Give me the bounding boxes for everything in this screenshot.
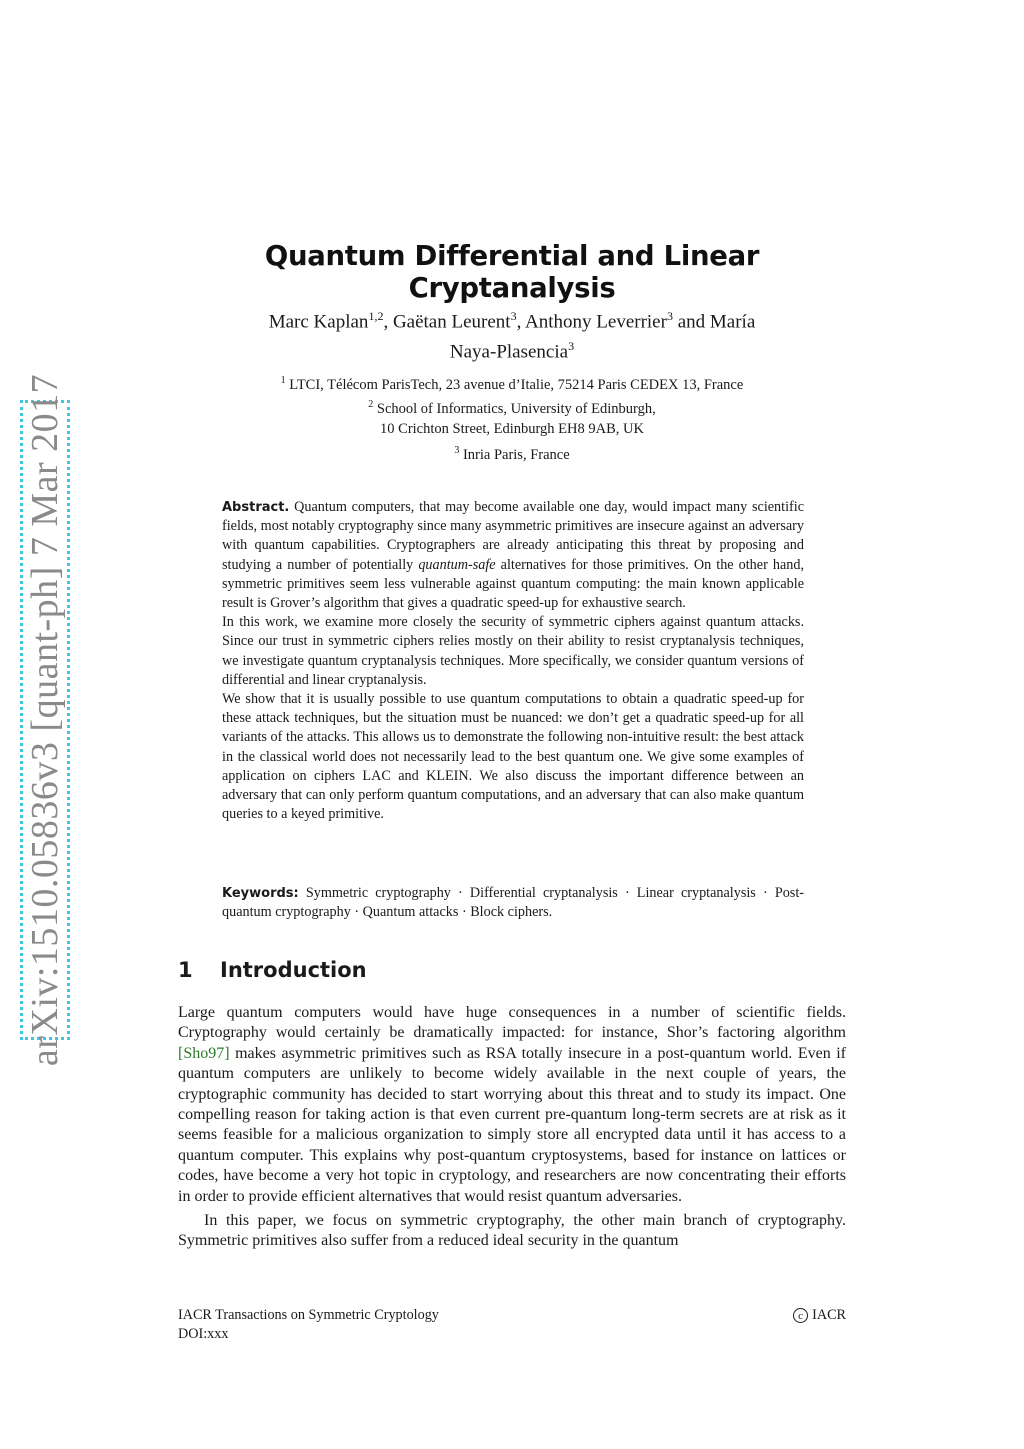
affiliation-line bbox=[170, 395, 854, 419]
abstract-text: alternatives for those primitives. On the other hand, symmetric primitives seem less vulnerable against quantum computing: the main known applicable result is Grover’s algorithm that gives a quadratic speed-up for exhaustive search. bbox=[222, 556, 804, 612]
author-name: Gaëtan Leurent bbox=[392, 311, 511, 333]
affiliation-mark: 1 bbox=[280, 375, 286, 386]
author-affiliation-mark: 1,2 bbox=[368, 309, 384, 323]
affiliation-list bbox=[170, 371, 854, 464]
author-name: Naya-Plasencia bbox=[449, 341, 569, 363]
abstract-text: Quantum computers, that may become available one day, would impact many scientific fields, most notably cryptography since many asymmetric primitives are insecure against an adversary with quantum capabilities. Cryptographers are already anticipating this threat by proposing and studying a number of potentially bbox=[222, 499, 804, 573]
copyright-icon: c bbox=[793, 1308, 808, 1323]
abstract-label: Abstract. bbox=[222, 500, 290, 515]
author-affiliation-mark: 3 bbox=[568, 339, 575, 354]
introduction-body bbox=[178, 1003, 846, 1252]
section-number: 1 bbox=[178, 958, 193, 982]
author-separator: , bbox=[383, 311, 393, 333]
body-paragraph bbox=[178, 1003, 846, 1207]
copyright-holder: IACR bbox=[812, 1307, 846, 1323]
affiliation-text: LTCI, Télécom ParisTech, 23 avenue d’Italie, 75214 Paris CEDEX 13, France bbox=[285, 376, 744, 393]
abstract-paragraph: We show that it is usually possible to use quantum computations to obtain a quadratic speed-up for these attack techniques, but the situation must be nuanced: we don’t get a quadratic speed-up for all variants of the attacks. This allows us to demonstrate the following non-intuitive result: the best attack in the classical world does not necessarily lead to the best quantum one. We give some examples of application on ciphers LAC and KLEIN. We also discuss the important difference between an adversary that can only perform quantum computations, and an adversary that can also make quantum queries to a keyed primitive. bbox=[222, 691, 804, 823]
author-list bbox=[200, 304, 824, 365]
abstract-paragraph bbox=[222, 498, 804, 613]
affiliation-line bbox=[170, 371, 854, 395]
abstract-emphasis: quantum-safe bbox=[418, 556, 496, 573]
journal-name: IACR Transactions on Symmetric Cryptology bbox=[178, 1307, 439, 1323]
keywords bbox=[222, 884, 804, 922]
author-name: Marc Kaplan bbox=[268, 311, 369, 333]
body-text: Large quantum computers would have huge consequences in a number of scientific fields. Cryptography would certainly be dramatically impacted: for instance, Shor’s factoring algorithm bbox=[178, 1004, 846, 1042]
paper-title: Quantum Differential and Linear Cryptanalysis bbox=[264, 240, 760, 304]
body-paragraph: In this paper, we focus on symmetric cryptography, the other main branch of cryptography. Symmetric primitives also suffer from a reduced ideal security in the quantum bbox=[178, 1212, 846, 1250]
footer-copyright bbox=[793, 1306, 846, 1325]
arxiv-stamp[interactable] bbox=[20, 373, 70, 1067]
affiliation-text: Inria Paris, France bbox=[459, 446, 570, 463]
section-title: Introduction bbox=[220, 958, 367, 982]
keywords-label: Keywords: bbox=[222, 886, 299, 901]
citation-link[interactable]: [Sho97] bbox=[178, 1044, 230, 1062]
affiliation-line: 10 Crichton Street, Edinburgh EH8 9AB, UK bbox=[380, 420, 644, 437]
author-affiliation-mark: 3 bbox=[510, 309, 517, 323]
affiliation-text: School of Informatics, University of Edinburgh, bbox=[373, 400, 656, 417]
author-separator: and María bbox=[672, 311, 756, 333]
author-affiliation-mark: 3 bbox=[666, 309, 673, 323]
abstract-paragraph: In this work, we examine more closely the security of symmetric ciphers against quantum attacks. Since our trust in symmetric ciphers relies mostly on their ability to resist cryptanalysis techniques, we investigate quantum cryptanalysis techniques. More specifically, we consider quantum versions of differential and linear cryptanalysis. bbox=[222, 614, 804, 688]
body-text: makes asymmetric primitives such as RSA totally insecure in a post-quantum world. Even if quantum computers are unlikely to become widely available in the next couple of years, the cryptographic community has decided to start worrying about this threat and to study its impact. One compelling reason for taking action is that even current pre-quantum long-term secrets are at risk as it seems feasible for a malicious organization to simply store all encrypted data until it has access to a quantum computer. This explains why post-quantum cryptosystems, based for instance on lattices or codes, have become a very hot topic in cryptology, and researchers are now concentrating their efforts in order to provide efficient alternatives that would resist quantum adversaries. bbox=[178, 1044, 846, 1205]
author-name: Anthony Leverrier bbox=[525, 311, 667, 333]
affiliation-mark: 2 bbox=[368, 398, 374, 410]
arxiv-identifier: arXiv:1510.05836v3 [quant-ph] 7 Mar 2017 bbox=[24, 373, 66, 1067]
affiliation-line bbox=[170, 441, 854, 465]
section-heading bbox=[178, 958, 367, 982]
author-separator: , bbox=[516, 311, 526, 333]
affiliation-mark: 3 bbox=[454, 444, 460, 456]
footer-journal bbox=[178, 1306, 439, 1344]
abstract bbox=[222, 498, 804, 824]
keywords-text: Symmetric cryptography · Differential cryptanalysis · Linear cryptanalysis · Post-quantum cryptography · Quantum attacks · Block ciphers. bbox=[222, 885, 804, 921]
doi: DOI:xxx bbox=[178, 1326, 229, 1342]
